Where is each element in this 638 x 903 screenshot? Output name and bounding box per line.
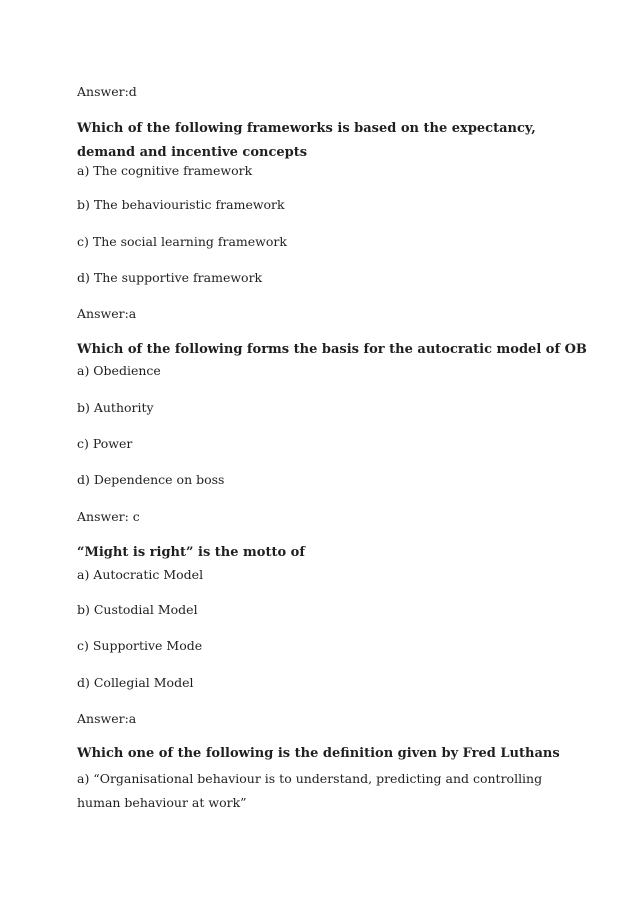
option-d: d) Collegial Model — [77, 675, 194, 690]
answer-line: Answer: c — [77, 509, 140, 524]
option-d: d) Dependence on boss — [77, 472, 225, 487]
question-text: Which of the following forms the basis for the autocratic model of OB — [77, 342, 587, 357]
question-text: Which of the following frameworks is based on the expectancy, demand and incentive concepts — [77, 121, 536, 160]
option-a: a) Obedience — [77, 363, 161, 378]
option-a: a) Autocratic Model — [77, 567, 204, 582]
option-c: c) Power — [77, 436, 133, 451]
answer-line: Answer:a — [77, 306, 137, 321]
option-b: b) Custodial Model — [77, 602, 198, 617]
answer-line: Answer:d — [77, 84, 137, 99]
option-d: d) The supportive framework — [77, 270, 263, 285]
option-c: c) Supportive Mode — [77, 638, 203, 653]
question-text: Which one of the following is the definition given by Fred Luthans — [77, 746, 560, 761]
option-a: a) “Organisational behaviour is to understand, predicting and controlling human behaviour at work” — [77, 771, 543, 810]
option-a: a) The cognitive framework — [77, 163, 253, 178]
option-c: c) The social learning framework — [77, 234, 287, 249]
answer-line: Answer:a — [77, 711, 137, 726]
question-text: “Might is right” is the motto of — [77, 545, 305, 560]
option-b: b) The behaviouristic framework — [77, 197, 285, 212]
option-b: b) Authority — [77, 400, 154, 415]
